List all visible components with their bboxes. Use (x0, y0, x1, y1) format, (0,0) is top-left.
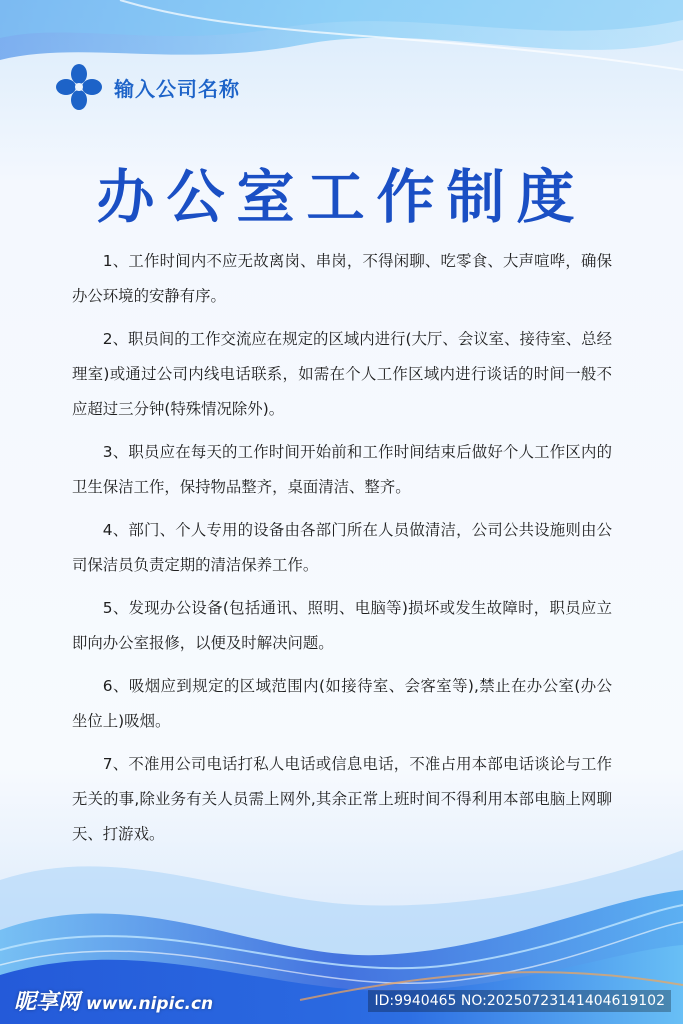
company-name: 输入公司名称 (114, 76, 240, 101)
rule-item: 6、吸烟应到规定的区域范围内(如接待室、会客室等),禁止在办公室(办公坐位上)吸烟。 (72, 677, 612, 730)
watermark-brand-name: 昵享网 (14, 990, 81, 1015)
rules-list (72, 244, 612, 860)
rule-item: 4、部门、个人专用的设备由各部门所在人员做清洁，公司公共设施则由公司保洁员负责定期的清洁保养工作。 (72, 521, 612, 574)
watermark-url: www.nipic.cn (86, 994, 214, 1014)
rule-item: 1、工作时间内不应无故离岗、串岗，不得闲聊、吃零食、大声喧哗，确保办公环境的安静有序。 (72, 252, 612, 305)
rule-item: 5、发现办公设备(包括通讯、照明、电脑等)损坏或发生故障时，职员应立即向办公室报修，以便及时解决问题。 (72, 599, 612, 652)
clover-icon (54, 62, 104, 112)
watermark-id: ID:9940465 NO:20250723141404619102 (368, 990, 671, 1012)
page-title: 办公室工作制度 (96, 163, 587, 231)
watermark-brand (14, 985, 213, 1016)
rule-item: 3、职员应在每天的工作时间开始前和工作时间结束后做好个人工作区内的卫生保洁工作，保持物品整齐，桌面清洁、整齐。 (72, 443, 612, 496)
rule-item: 2、职员间的工作交流应在规定的区域内进行(大厅、会议室、接待室、总经理室)或通过公司内线电话联系，如需在个人工作区域内进行谈话的时间一般不应超过三分钟(特殊情况除外)。 (72, 330, 612, 418)
rule-item: 7、不准用公司电话打私人电话或信息电话，不准占用本部电话谈论与工作无关的事,除业务有关人员需上网外,其余正常上班时间不得利用本部电脑上网聊天、打游戏。 (72, 755, 612, 843)
header (54, 62, 240, 112)
